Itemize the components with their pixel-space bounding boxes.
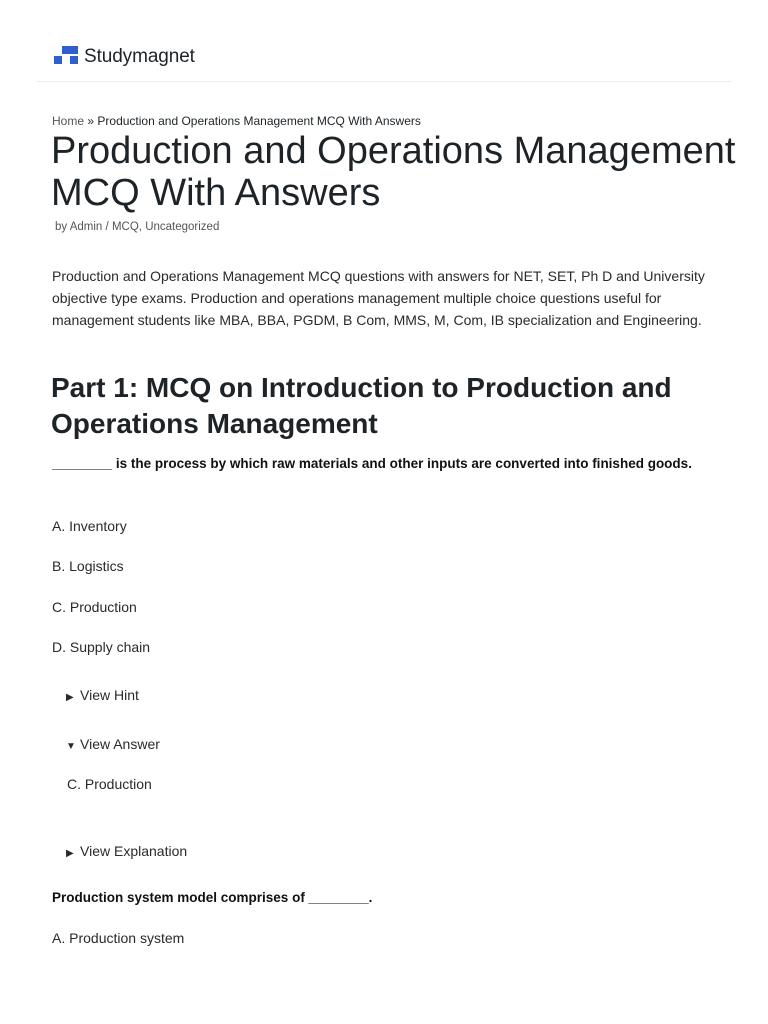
question-1-text: ________ is the process by which raw materials and other inputs are converted into finished goods. — [52, 456, 692, 471]
question-1-option-b: B. Logistics — [52, 558, 124, 574]
triangle-right-icon: ▶ — [66, 692, 74, 703]
meta-comma: , — [138, 221, 142, 233]
author-link[interactable]: Admin — [69, 221, 103, 233]
intro-paragraph: Production and Operations Management MCQ questions with answers for NET, SET, Ph D and University objective type exams. Production and operations management multiple choice questions useful for management students like MBA, BBA, PGDM, B Com, MMS, M, Com, IB specialization and Engineering. — [52, 268, 705, 328]
page-title: Production and Operations Management MCQ With Answers — [51, 130, 736, 214]
meta-separator: / — [105, 221, 109, 233]
header-divider — [36, 81, 732, 82]
question-1-option-d: D. Supply chain — [52, 639, 151, 655]
question-2-option-a: A. Production system — [52, 930, 185, 946]
question-1-option-a: A. Inventory — [52, 518, 127, 534]
category-link-uncategorized[interactable]: Uncategorized — [145, 221, 220, 233]
site-name: Studymagnet — [84, 46, 195, 67]
site-logo-link[interactable] — [52, 46, 195, 68]
triangle-right-icon: ▶ — [66, 848, 74, 859]
part-heading: Part 1: MCQ on Introduction to Production and Operations Management — [51, 372, 672, 439]
site-header — [0, 0, 768, 82]
question-2-text: Production system model comprises of ________. — [52, 890, 373, 905]
view-hint-toggle[interactable] — [66, 687, 139, 703]
view-answer-label: View Answer — [80, 736, 160, 752]
view-explanation-label: View Explanation — [80, 843, 188, 859]
question-1-answer: C. Production — [67, 776, 152, 792]
breadcrumb — [52, 114, 421, 128]
category-link-mcq[interactable]: MCQ — [111, 221, 139, 233]
view-explanation-toggle[interactable] — [66, 843, 187, 859]
view-answer-toggle[interactable] — [66, 736, 160, 752]
view-hint-label: View Hint — [80, 687, 139, 703]
logo-icon — [52, 46, 78, 68]
breadcrumb-home-link[interactable]: Home — [52, 114, 85, 128]
breadcrumb-current: Production and Operations Management MCQ With Answers — [97, 114, 421, 128]
triangle-down-icon: ▼ — [66, 741, 76, 752]
breadcrumb-separator: » — [87, 114, 95, 128]
question-1-option-c: C. Production — [52, 599, 137, 615]
meta-by: by — [55, 221, 68, 233]
post-meta — [55, 221, 219, 233]
